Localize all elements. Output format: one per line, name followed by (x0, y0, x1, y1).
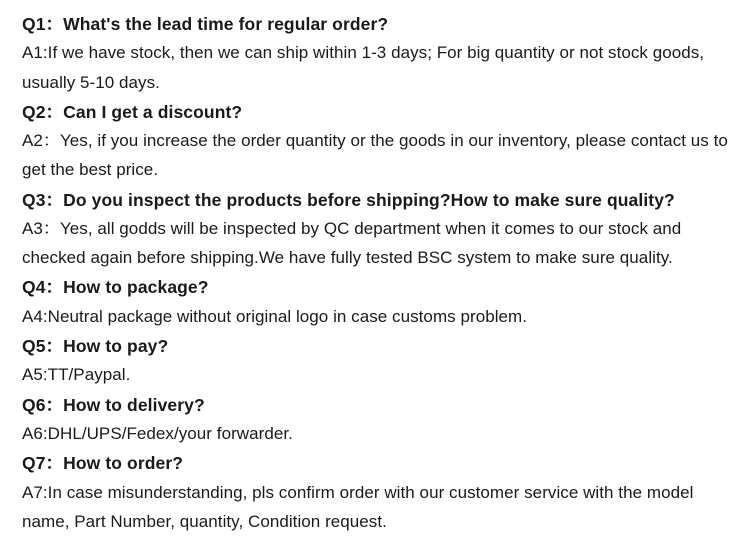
faq-item (22, 332, 736, 390)
faq-answer: A7:In case misunderstanding, pls confirm order with our customer service with the model name, Part Number, quantity, Condition request. (22, 482, 694, 531)
faq-answer: A4:Neutral package without original logo in case customs problem. (22, 306, 528, 326)
faq-question: Q5：How to pay? (22, 336, 169, 357)
faq-answer: A5:TT/Paypal. (22, 365, 131, 385)
faq-question: Q1：What's the lead time for regular order? (22, 14, 389, 34)
faq-answer: A2：Yes, if you increase the order quantity or the goods in our inventory, please contact us to get the best price. (22, 131, 728, 180)
faq-item (22, 449, 736, 536)
faq-answer: A6:DHL/UPS/Fedex/your forwarder. (22, 423, 293, 443)
faq-item (22, 273, 736, 331)
faq-question: Q7：How to order? (22, 453, 184, 474)
faq-answer: A3：Yes, all godds will be inspected by QC department when it comes to our stock and checked again before shipping.We have fully tested BSC system to make sure quality. (22, 218, 682, 268)
faq-item (22, 10, 736, 97)
faq-item (22, 391, 736, 449)
faq-item (22, 98, 736, 185)
faq-question: Q4：How to package? (22, 277, 209, 298)
faq-question: Q2：Can I get a discount? (22, 101, 243, 122)
faq-answer: A1:If we have stock, then we can ship within 1-3 days; For big quantity or not stock goods, usually 5-10 days. (22, 43, 705, 92)
faq-question: Q3：Do you inspect the products before shipping?How to make sure quality? (22, 189, 675, 210)
faq-item (22, 186, 736, 273)
faq-question: Q6：How to delivery? (22, 394, 205, 415)
